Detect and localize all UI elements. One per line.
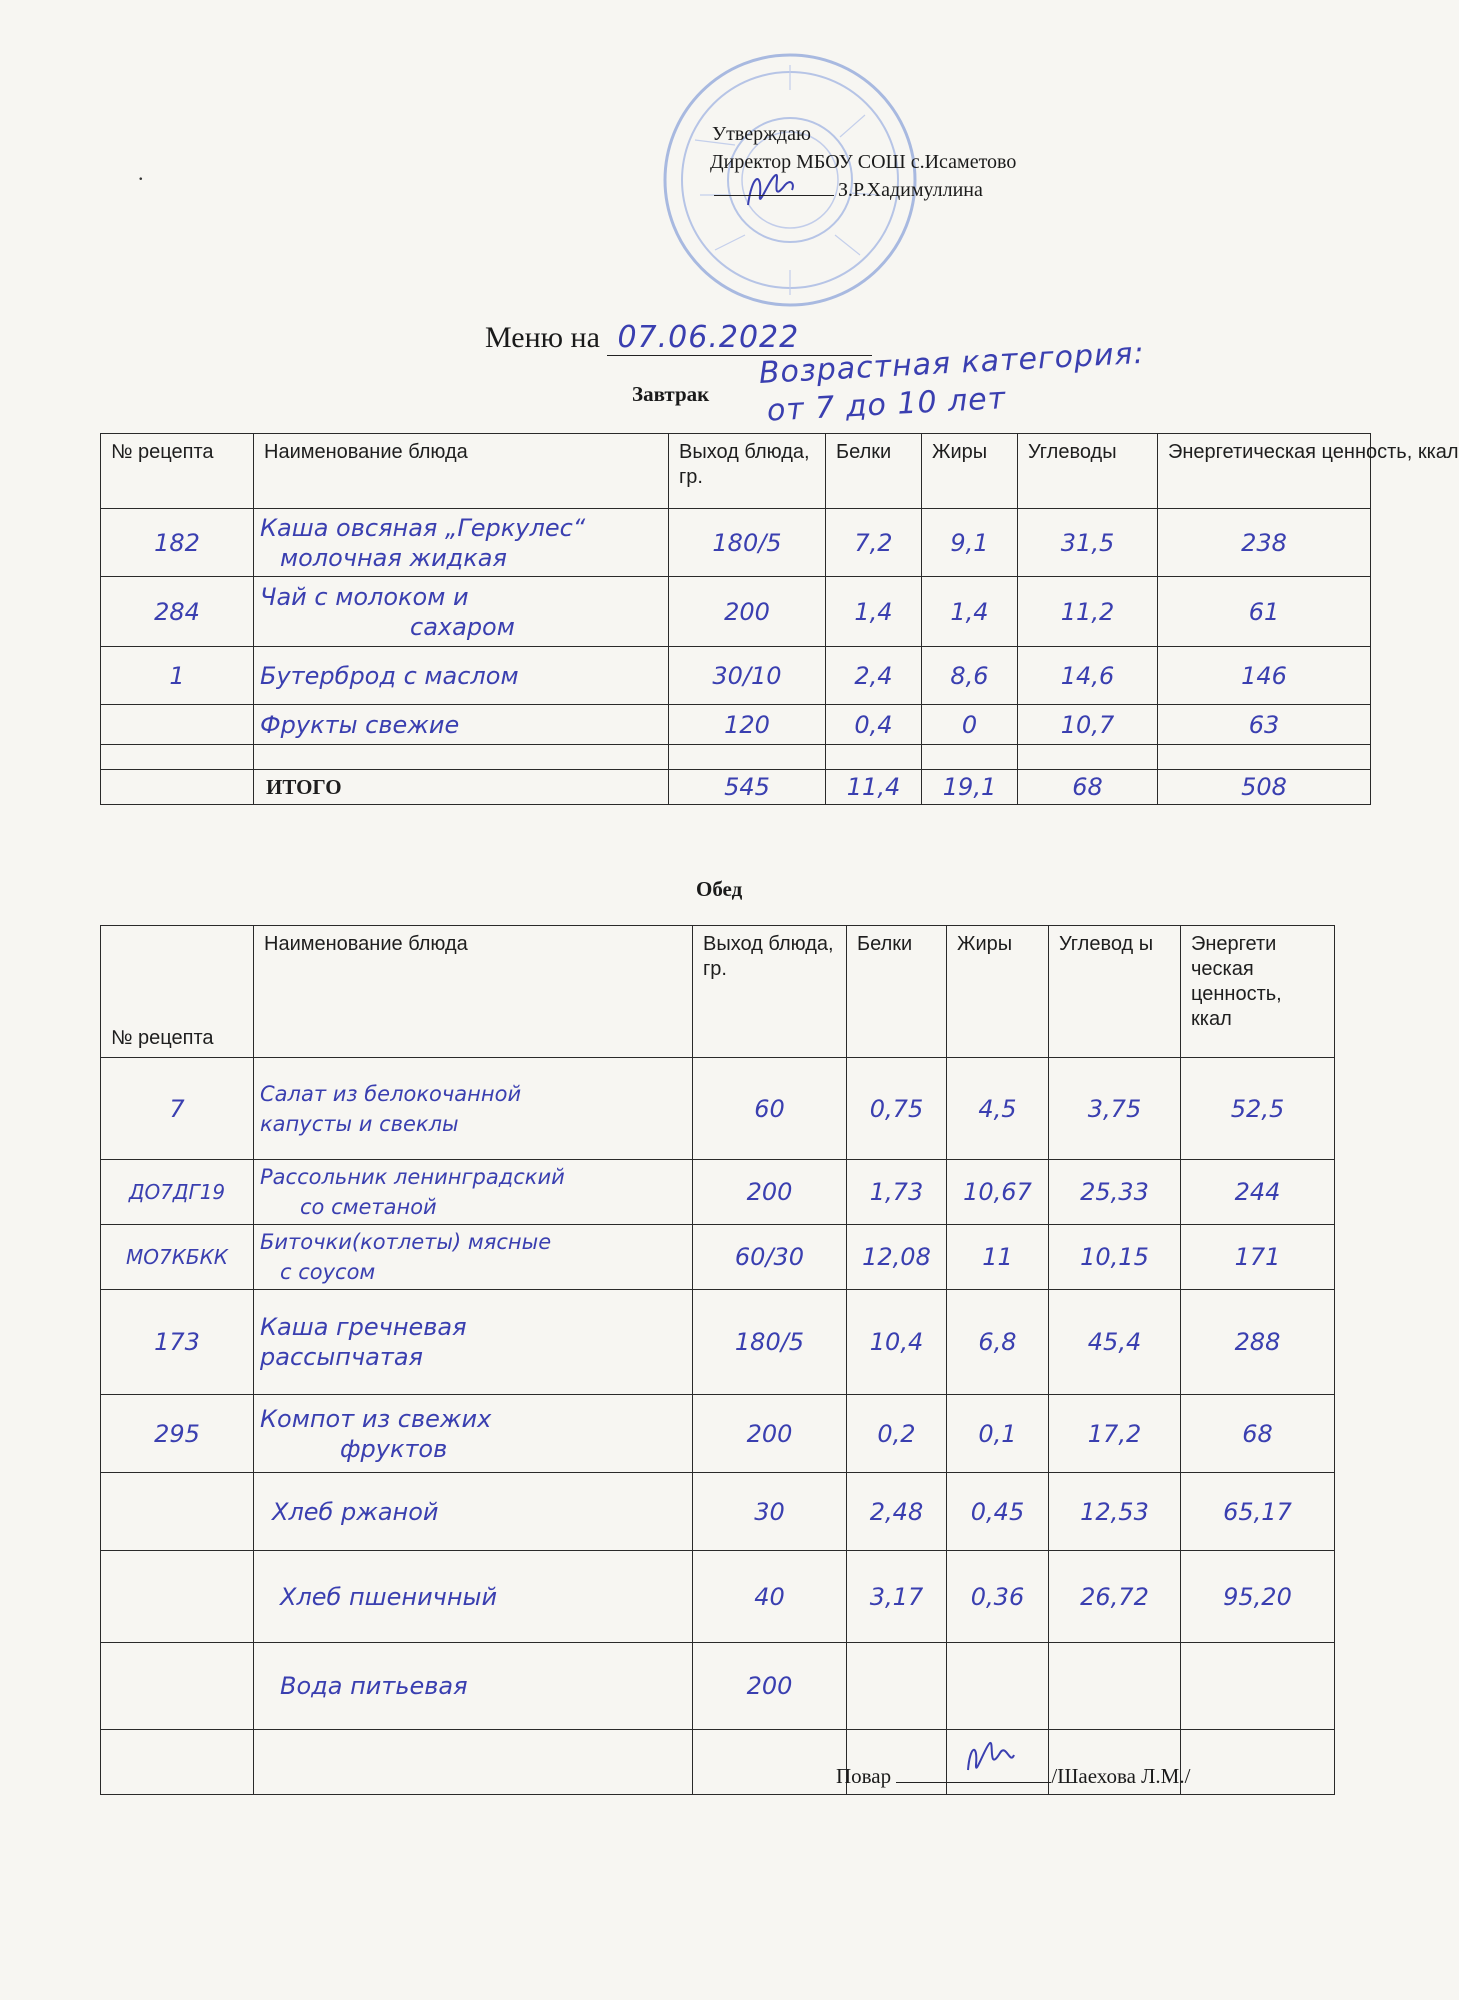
recipe-number: 7	[101, 1058, 254, 1160]
recipe-number: 182	[101, 509, 254, 577]
dish-name-line: Чай с молоком и	[260, 582, 469, 611]
dish-energy: 146	[1158, 647, 1371, 705]
lunch-heading: Обед	[696, 877, 743, 901]
dish-energy: 238	[1158, 509, 1371, 577]
dish-name	[254, 1473, 693, 1551]
dish-carbs: 10,15	[1049, 1225, 1181, 1290]
dish-carbs: 14,6	[1018, 647, 1158, 705]
dish-weight: 30	[693, 1473, 847, 1551]
dish-carbs: 17,2	[1049, 1395, 1181, 1473]
empty-cell	[254, 745, 669, 770]
dish-protein: 0,4	[826, 705, 922, 745]
approval-title: Утверждаю	[712, 123, 811, 145]
dish-weight: 40	[693, 1551, 847, 1643]
dish-name	[254, 1225, 693, 1290]
col-carbs: Углеводы	[1018, 434, 1158, 509]
dish-weight: 60	[693, 1058, 847, 1160]
dish-carbs: 3,75	[1049, 1058, 1181, 1160]
signature-underline	[714, 195, 834, 196]
col-energy: Энергети ческая ценность, ккал	[1181, 926, 1335, 1058]
col-weight: Выход блюда, гр.	[669, 434, 826, 509]
dish-name	[254, 705, 669, 745]
dish-fat: 0	[922, 705, 1018, 745]
dish-fat: 0,45	[947, 1473, 1049, 1551]
empty-cell	[254, 1730, 693, 1795]
table-row	[101, 577, 1371, 647]
col-name: Наименование блюда	[254, 434, 669, 509]
age-category-line1: Возрастная категория:	[758, 335, 1146, 391]
dish-name-line: Компот из свежих	[260, 1404, 492, 1433]
dish-carbs	[1049, 1643, 1181, 1730]
dish-energy: 171	[1181, 1225, 1335, 1290]
dish-fat: 8,6	[922, 647, 1018, 705]
empty-cell	[101, 1730, 254, 1795]
total-energy: 508	[1158, 770, 1371, 805]
col-protein: Белки	[826, 434, 922, 509]
dish-name-line: Бутерброд с маслом	[260, 661, 519, 690]
col-name: Наименование блюда	[254, 926, 693, 1058]
total-fat: 19,1	[922, 770, 1018, 805]
table-row	[101, 1290, 1335, 1395]
dish-name	[254, 1551, 693, 1643]
dish-fat: 0,1	[947, 1395, 1049, 1473]
table-row	[101, 745, 1371, 770]
col-weight: Выход блюда, гр.	[693, 926, 847, 1058]
dish-carbs: 45,4	[1049, 1290, 1181, 1395]
dish-name	[254, 1643, 693, 1730]
dish-protein: 0,2	[847, 1395, 947, 1473]
dish-name-line: со сметаной	[300, 1195, 437, 1219]
recipe-number	[101, 705, 254, 745]
table-row	[101, 1643, 1335, 1730]
total-carbs: 68	[1018, 770, 1158, 805]
dish-weight: 200	[693, 1643, 847, 1730]
table-row	[101, 1160, 1335, 1225]
total-row	[101, 770, 1371, 805]
total-protein: 11,4	[826, 770, 922, 805]
dish-fat: 1,4	[922, 577, 1018, 647]
dish-protein	[847, 1643, 947, 1730]
dish-fat: 10,67	[947, 1160, 1049, 1225]
empty-cell	[101, 770, 254, 805]
table-row	[101, 1473, 1335, 1551]
recipe-number: 284	[101, 577, 254, 647]
dish-name	[254, 1395, 693, 1473]
dish-name	[254, 509, 669, 577]
lunch-table	[100, 925, 1335, 1795]
col-fat: Жиры	[922, 434, 1018, 509]
breakfast-table	[100, 433, 1459, 805]
dish-name-line: Хлеб ржаной	[272, 1497, 439, 1526]
recipe-number	[101, 1551, 254, 1643]
dish-weight: 200	[669, 577, 826, 647]
dish-protein: 3,17	[847, 1551, 947, 1643]
dish-protein: 10,4	[847, 1290, 947, 1395]
dish-protein: 12,08	[847, 1225, 947, 1290]
empty-cell	[101, 745, 254, 770]
col-energy: Энергетическая ценность, ккал	[1158, 434, 1371, 509]
dish-energy: 52,5	[1181, 1058, 1335, 1160]
col-recipe: № рецепта	[101, 434, 254, 509]
recipe-number	[101, 1643, 254, 1730]
empty-cell	[922, 745, 1018, 770]
empty-cell	[826, 745, 922, 770]
menu-title-prefix: Меню на	[485, 321, 600, 354]
dish-name	[254, 647, 669, 705]
empty-cell	[1181, 1730, 1335, 1795]
dish-name-line: Хлеб пшеничный	[280, 1582, 498, 1611]
dish-weight: 120	[669, 705, 826, 745]
dish-carbs: 11,2	[1018, 577, 1158, 647]
dish-name-line: Биточки(котлеты) мясные	[260, 1230, 552, 1254]
dish-name	[254, 1058, 693, 1160]
dish-name	[254, 1290, 693, 1395]
dish-name-line: капусты и свеклы	[260, 1111, 459, 1136]
breakfast-heading: Завтрак	[632, 382, 710, 406]
table-header-row	[101, 926, 1335, 1058]
dish-energy	[1181, 1643, 1335, 1730]
dish-energy: 95,20	[1181, 1551, 1335, 1643]
dish-protein: 7,2	[826, 509, 922, 577]
recipe-number: ДО7ДГ19	[101, 1160, 254, 1225]
empty-cell	[693, 1730, 847, 1795]
age-category-line2: от 7 до 10 лет	[766, 381, 1007, 429]
dish-carbs: 25,33	[1049, 1160, 1181, 1225]
dish-fat: 0,36	[947, 1551, 1049, 1643]
table-row	[101, 647, 1371, 705]
dish-name-line: Каша овсяная „Геркулес“	[260, 513, 586, 542]
menu-title	[485, 320, 872, 356]
dish-energy: 65,17	[1181, 1473, 1335, 1551]
dish-weight: 200	[693, 1160, 847, 1225]
dish-fat: 6,8	[947, 1290, 1049, 1395]
table-row	[101, 1058, 1335, 1160]
recipe-number: 173	[101, 1290, 254, 1395]
approval-name: З.Р.Хадимуллина	[838, 179, 983, 201]
dish-fat: 11	[947, 1225, 1049, 1290]
dish-energy: 288	[1181, 1290, 1335, 1395]
table-header-row	[101, 434, 1371, 509]
dish-weight: 60/30	[693, 1225, 847, 1290]
recipe-number	[101, 1473, 254, 1551]
col-protein: Белки	[847, 926, 947, 1058]
total-label: ИТОГО	[254, 770, 669, 805]
dish-carbs: 10,7	[1018, 705, 1158, 745]
approval-position: Директор МБОУ СОШ с.Исаметово	[710, 151, 1017, 173]
dish-name-line: Салат из белокочанной	[260, 1081, 522, 1106]
margin-mark: .	[138, 160, 144, 185]
dish-name	[254, 577, 669, 647]
table-row	[101, 705, 1371, 745]
cook-label: Повар	[836, 1764, 892, 1788]
table-row	[101, 1395, 1335, 1473]
dish-name	[254, 1160, 693, 1225]
dish-fat: 4,5	[947, 1058, 1049, 1160]
dish-name-line: Вода питьевая	[280, 1672, 468, 1700]
dish-name-line: фруктов	[340, 1434, 448, 1463]
empty-cell	[1158, 745, 1371, 770]
dish-carbs: 12,53	[1049, 1473, 1181, 1551]
dish-name-line: рассыпчатая	[260, 1343, 423, 1371]
cook-signature	[960, 1735, 1020, 1780]
recipe-number: 295	[101, 1395, 254, 1473]
dish-protein: 0,75	[847, 1058, 947, 1160]
cook-name: /Шаехова Л.М./	[1051, 1764, 1191, 1788]
dish-carbs: 31,5	[1018, 509, 1158, 577]
dish-weight: 180/5	[669, 509, 826, 577]
table-row	[101, 1551, 1335, 1643]
dish-weight: 200	[693, 1395, 847, 1473]
menu-date: 07.06.2022	[607, 320, 872, 356]
dish-name-line: Фрукты свежие	[260, 710, 460, 739]
dish-weight: 30/10	[669, 647, 826, 705]
dish-protein: 2,4	[826, 647, 922, 705]
dish-protein: 2,48	[847, 1473, 947, 1551]
dish-name-line: с соусом	[280, 1260, 376, 1284]
table-row	[101, 1225, 1335, 1290]
approval-signature-line	[710, 176, 1016, 204]
dish-fat	[947, 1643, 1049, 1730]
total-weight: 545	[669, 770, 826, 805]
dish-fat: 9,1	[922, 509, 1018, 577]
dish-protein: 1,73	[847, 1160, 947, 1225]
dish-energy: 61	[1158, 577, 1371, 647]
dish-weight: 180/5	[693, 1290, 847, 1395]
dish-energy: 244	[1181, 1160, 1335, 1225]
col-carbs: Углевод ы	[1049, 926, 1181, 1058]
recipe-number: МО7КБКК	[101, 1225, 254, 1290]
dish-name-line: сахаром	[410, 612, 515, 641]
table-row	[101, 509, 1371, 577]
empty-cell	[669, 745, 826, 770]
dish-energy: 63	[1158, 705, 1371, 745]
dish-carbs: 26,72	[1049, 1551, 1181, 1643]
dish-name-line: Рассольник ленинградский	[260, 1165, 565, 1189]
dish-energy: 68	[1181, 1395, 1335, 1473]
dish-protein: 1,4	[826, 577, 922, 647]
col-fat: Жиры	[947, 926, 1049, 1058]
recipe-number: 1	[101, 647, 254, 705]
col-recipe: № рецепта	[101, 926, 254, 1058]
approval-block	[710, 120, 1016, 204]
empty-cell	[1018, 745, 1158, 770]
dish-name-line: Каша гречневая	[260, 1313, 467, 1341]
dish-name-line: молочная жидкая	[280, 543, 507, 572]
